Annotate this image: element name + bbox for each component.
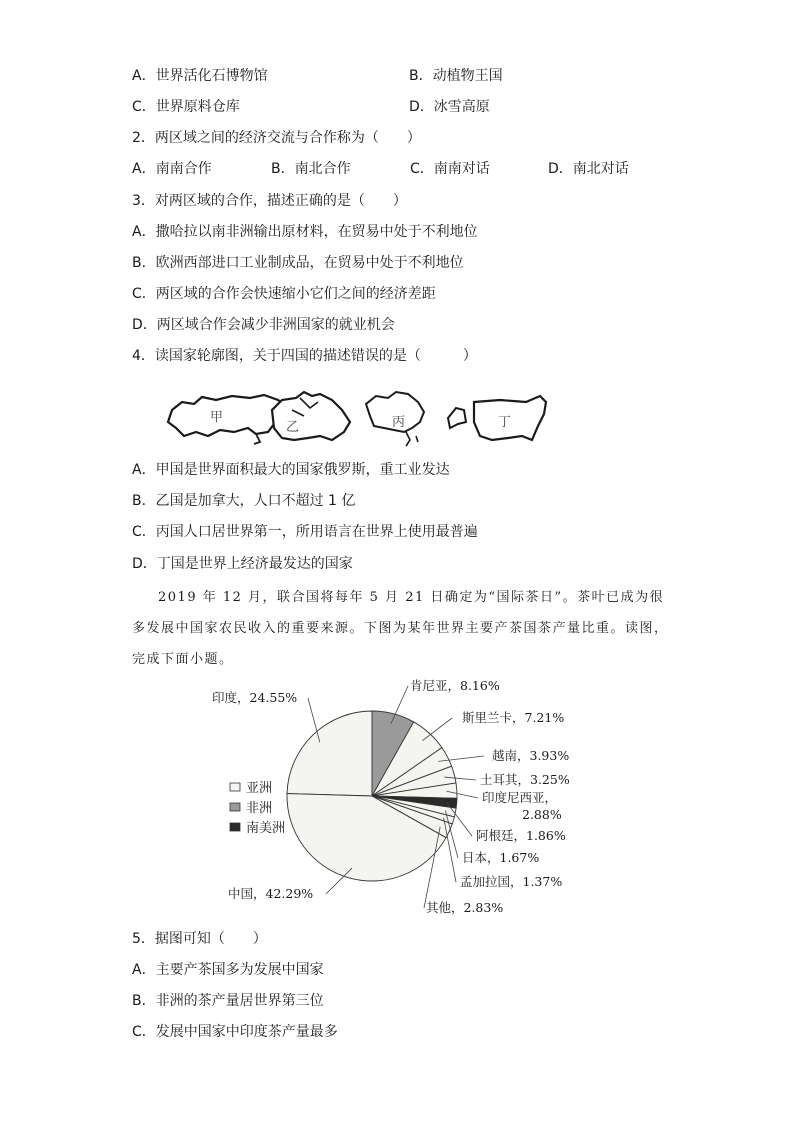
- q1-option-c: C．世界原料仓库: [132, 99, 240, 115]
- q1-option-a: A．世界活化石博物馆: [132, 68, 268, 84]
- q3-stem: 3．对两区域的合作，描述正确的是（ ）: [132, 193, 407, 209]
- q5-stem: 5．据图可知（ ）: [132, 931, 267, 947]
- legend-swatch-1: [230, 783, 240, 791]
- map-label-ding: 丁: [498, 415, 512, 430]
- map-label-yi: 乙: [286, 420, 300, 435]
- q4-option-c: C．丙国人口居世界第一，所用语言在世界上使用最普遍: [132, 524, 478, 540]
- pie-leader-line-3: [422, 718, 452, 741]
- pie-label-5: 土耳其，3.25%: [480, 772, 570, 787]
- q1-option-d: D．冰雪高原: [409, 99, 490, 115]
- pie-label-6-line2: 2.88%: [522, 807, 562, 822]
- pie-label-6: 印度尼西亚，: [482, 790, 558, 805]
- canada-outline: [272, 392, 350, 440]
- pie-label-1: 印度，24.55%: [212, 690, 298, 705]
- legend-label-1: 亚洲: [246, 781, 273, 796]
- q2-option-d: D．南北对话: [548, 161, 629, 177]
- country-outline-maps: [160, 388, 550, 448]
- q3-option-b: B．欧洲西部进口工业制成品，在贸易中处于不利地位: [132, 255, 464, 271]
- pie-label-11: 中国，42.29%: [228, 886, 314, 901]
- q5-option-b: B．非洲的茶产量居世界第三位: [132, 993, 324, 1009]
- pie-slice-1: [287, 711, 372, 796]
- alaska-outline: [448, 408, 466, 428]
- legend-swatch-3: [230, 823, 240, 831]
- q4-option-d: D．丁国是世界上经济最发达的国家: [132, 556, 353, 572]
- legend-label-2: 非洲: [246, 801, 273, 816]
- q4-option-a: A．甲国是世界面积最大的国家俄罗斯，重工业发达: [132, 462, 450, 478]
- q2-option-a: A．南南合作: [132, 161, 212, 177]
- q4-option-b: B．乙国是加拿大，人口不超过 1 亿: [132, 493, 356, 509]
- q2-stem: 2．两区域之间的经济交流与合作称为（ ）: [132, 130, 421, 146]
- q3-option-c: C．两区域的合作会快速缩小它们之间的经济差距: [132, 286, 436, 302]
- pie-label-3: 斯里兰卡，7.21%: [462, 710, 565, 725]
- pie-label-7: 阿根廷，1.86%: [476, 828, 566, 843]
- q3-option-d: D．两区域合作会减少非洲国家的就业机会: [132, 317, 395, 333]
- q5-option-c: C．发展中国家中印度茶产量最多: [132, 1024, 338, 1040]
- q1-option-b: B．动植物王国: [409, 68, 503, 84]
- pie-label-8: 日本，1.67%: [462, 850, 540, 865]
- tea-production-pie-chart: [200, 676, 600, 920]
- q3-option-a: A．撒哈拉以南非洲输出原材料，在贸易中处于不利地位: [132, 224, 478, 240]
- q2-option-c: C．南南对话: [410, 161, 490, 177]
- q4-stem: 4．读国家轮廓图，关于四国的描述错误的是（ ）: [132, 348, 477, 364]
- pie-label-9: 孟加拉国，1.37%: [460, 874, 563, 889]
- pie-label-10: 其他，2.83%: [426, 900, 504, 915]
- russia-outline: [168, 395, 288, 436]
- map-label-jia: 甲: [210, 410, 224, 425]
- q5-option-a: A．主要产茶国多为发展中国家: [132, 962, 324, 978]
- passage-text: 2019 年 12 月，联合国将每年 5 月 21 日确定为“国际茶日”。茶叶已成为很多发展中国家农民收入的重要来源。下图为某年世界主要产茶国茶产量比重。读图，完成下面小题。: [132, 590, 669, 667]
- map-label-bing: 丙: [392, 415, 406, 430]
- pie-label-4: 越南，3.93%: [492, 748, 570, 763]
- legend-label-3: 南美洲: [246, 821, 286, 836]
- q2-option-b: B．南北合作: [271, 161, 351, 177]
- pie-label-2: 肯尼亚，8.16%: [410, 678, 500, 693]
- legend-swatch-2: [230, 803, 240, 811]
